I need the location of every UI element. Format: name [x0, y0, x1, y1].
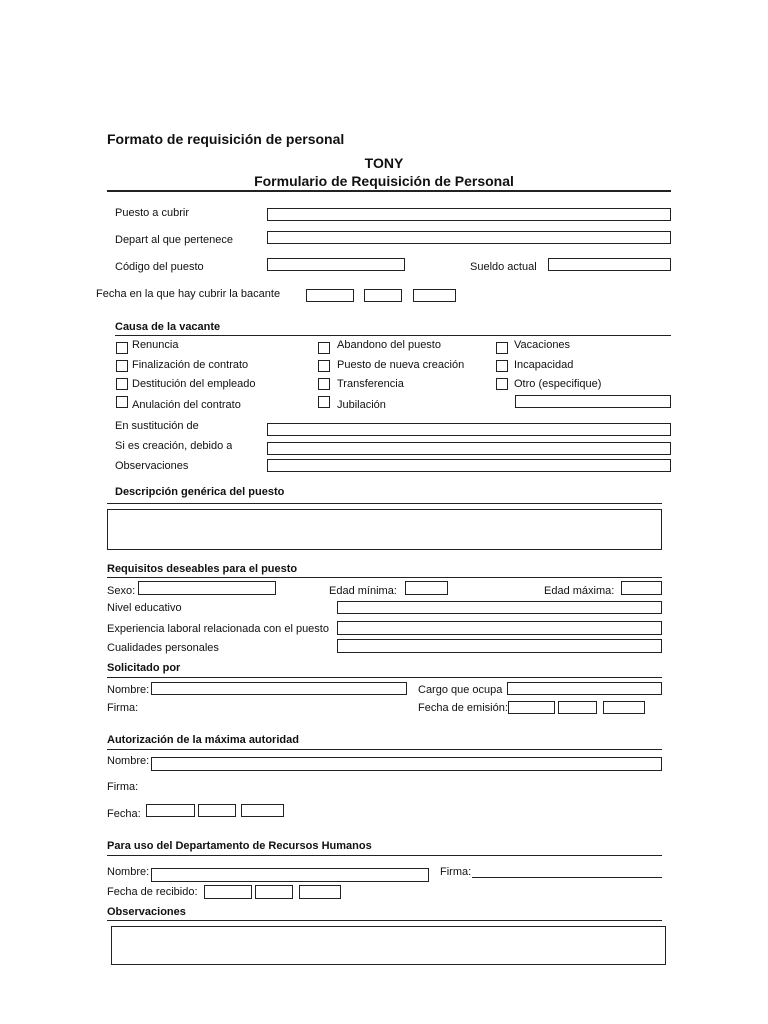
autorizacion-firma-label: Firma:	[107, 781, 139, 793]
otro-checkbox[interactable]	[496, 378, 508, 390]
cargo-label: Cargo que ocupa	[418, 684, 503, 696]
solicitado-divider	[107, 677, 662, 678]
destitucion-checkbox[interactable]	[116, 378, 128, 390]
transferencia-checkbox[interactable]	[318, 378, 330, 390]
sustitucion-label: En sustitución de	[115, 420, 199, 432]
finalizacion-label: Finalización de contrato	[132, 359, 249, 371]
creacion-label: Si es creación, debido a	[115, 440, 233, 452]
transferencia-label: Transferencia	[337, 378, 404, 390]
depart-field[interactable]	[267, 231, 671, 244]
sexo-field[interactable]	[138, 581, 276, 595]
nueva-creacion-label: Puesto de nueva creación	[337, 359, 465, 371]
incapacidad-checkbox[interactable]	[496, 360, 508, 372]
causa-divider	[115, 335, 671, 336]
fecha-emision-day[interactable]	[508, 701, 555, 714]
vacaciones-label: Vacaciones	[514, 339, 571, 351]
fecha-cubrir-year[interactable]	[413, 289, 456, 302]
sustitucion-field[interactable]	[267, 423, 671, 436]
nivel-field[interactable]	[337, 601, 662, 614]
rrhh-nombre-field[interactable]	[151, 868, 429, 882]
observaciones-field[interactable]	[267, 459, 671, 472]
descripcion-divider	[107, 503, 662, 504]
rrhh-divider	[107, 855, 662, 856]
fecha-emision-month[interactable]	[558, 701, 597, 714]
cualidades-field[interactable]	[337, 639, 662, 653]
fecha-recibido-year[interactable]	[299, 885, 341, 899]
causa-heading: Causa de la vacante	[115, 321, 221, 333]
title-divider	[107, 190, 671, 192]
rrhh-observaciones-heading: Observaciones	[107, 906, 186, 918]
destitucion-label: Destitución del empleado	[132, 378, 256, 390]
cualidades-label: Cualidades personales	[107, 642, 219, 654]
puesto-field[interactable]	[267, 208, 671, 221]
sueldo-field[interactable]	[548, 258, 671, 271]
fecha-recibido-label: Fecha de recibido:	[107, 886, 198, 898]
fecha-emision-label: Fecha de emisión:	[418, 702, 508, 714]
rrhh-observaciones-divider	[107, 920, 662, 921]
company-name: TONY	[364, 155, 404, 171]
nueva-creacion-checkbox[interactable]	[318, 360, 330, 372]
edad-max-label: Edad máxima:	[544, 585, 615, 597]
codigo-field[interactable]	[267, 258, 405, 271]
fecha-recibido-day[interactable]	[204, 885, 252, 899]
autorizacion-fecha-label: Fecha:	[107, 808, 141, 820]
solicitado-nombre-label: Nombre:	[107, 684, 150, 696]
fecha-cubrir-label: Fecha en la que hay cubrir la bacante	[96, 288, 281, 300]
form-title: Formulario de Requisición de Personal	[254, 173, 514, 189]
renuncia-label: Renuncia	[132, 339, 179, 351]
fecha-emision-year[interactable]	[603, 701, 645, 714]
experiencia-label: Experiencia laboral relacionada con el puesto	[107, 623, 329, 635]
descripcion-textarea[interactable]	[107, 509, 662, 550]
rrhh-heading: Para uso del Departamento de Recursos Humanos	[107, 840, 372, 852]
anulacion-label: Anulación del contrato	[132, 399, 241, 411]
solicitado-heading: Solicitado por	[107, 662, 181, 674]
fecha-recibido-month[interactable]	[255, 885, 293, 899]
experiencia-field[interactable]	[337, 621, 662, 635]
codigo-label: Código del puesto	[115, 261, 204, 273]
rrhh-firma-label: Firma:	[440, 866, 472, 878]
nivel-label: Nivel educativo	[107, 602, 182, 614]
autorizacion-nombre-label: Nombre:	[107, 755, 150, 767]
otro-label: Otro (especifique)	[514, 378, 602, 390]
puesto-label: Puesto a cubrir	[115, 207, 189, 219]
anulacion-checkbox[interactable]	[116, 396, 128, 408]
autorizacion-fecha-month[interactable]	[198, 804, 236, 817]
rrhh-observaciones-textarea[interactable]	[111, 926, 666, 965]
autorizacion-divider	[107, 749, 662, 750]
descripcion-heading: Descripción genérica del puesto	[115, 486, 285, 498]
finalizacion-checkbox[interactable]	[116, 360, 128, 372]
autorizacion-fecha-day[interactable]	[146, 804, 195, 817]
otro-especifique-field[interactable]	[515, 395, 671, 408]
sexo-label: Sexo:	[107, 585, 136, 597]
edad-max-field[interactable]	[621, 581, 662, 595]
abandono-label: Abandono del puesto	[337, 339, 441, 351]
document-title: Formato de requisición de personal	[107, 131, 345, 147]
vacaciones-checkbox[interactable]	[496, 342, 508, 354]
autorizacion-heading: Autorización de la máxima autoridad	[107, 734, 299, 746]
sueldo-label: Sueldo actual	[470, 261, 537, 273]
solicitado-nombre-field[interactable]	[151, 682, 407, 695]
jubilacion-label: Jubilación	[337, 399, 386, 411]
rrhh-nombre-label: Nombre:	[107, 866, 150, 878]
incapacidad-label: Incapacidad	[514, 359, 574, 371]
fecha-cubrir-month[interactable]	[364, 289, 402, 302]
edad-min-label: Edad mínima:	[329, 585, 397, 597]
jubilacion-checkbox[interactable]	[318, 396, 330, 408]
observaciones-label: Observaciones	[115, 460, 189, 472]
solicitado-firma-label: Firma:	[107, 702, 139, 714]
fecha-cubrir-day[interactable]	[306, 289, 354, 302]
depart-label: Depart al que pertenece	[115, 234, 234, 246]
rrhh-firma-line[interactable]	[472, 877, 662, 878]
cargo-field[interactable]	[507, 682, 662, 695]
requisitos-heading: Requisitos deseables para el puesto	[107, 563, 298, 575]
autorizacion-nombre-field[interactable]	[151, 757, 662, 771]
renuncia-checkbox[interactable]	[116, 342, 128, 354]
requisitos-divider	[107, 577, 662, 578]
abandono-checkbox[interactable]	[318, 342, 330, 354]
creacion-field[interactable]	[267, 442, 671, 455]
autorizacion-fecha-year[interactable]	[241, 804, 284, 817]
edad-min-field[interactable]	[405, 581, 448, 595]
